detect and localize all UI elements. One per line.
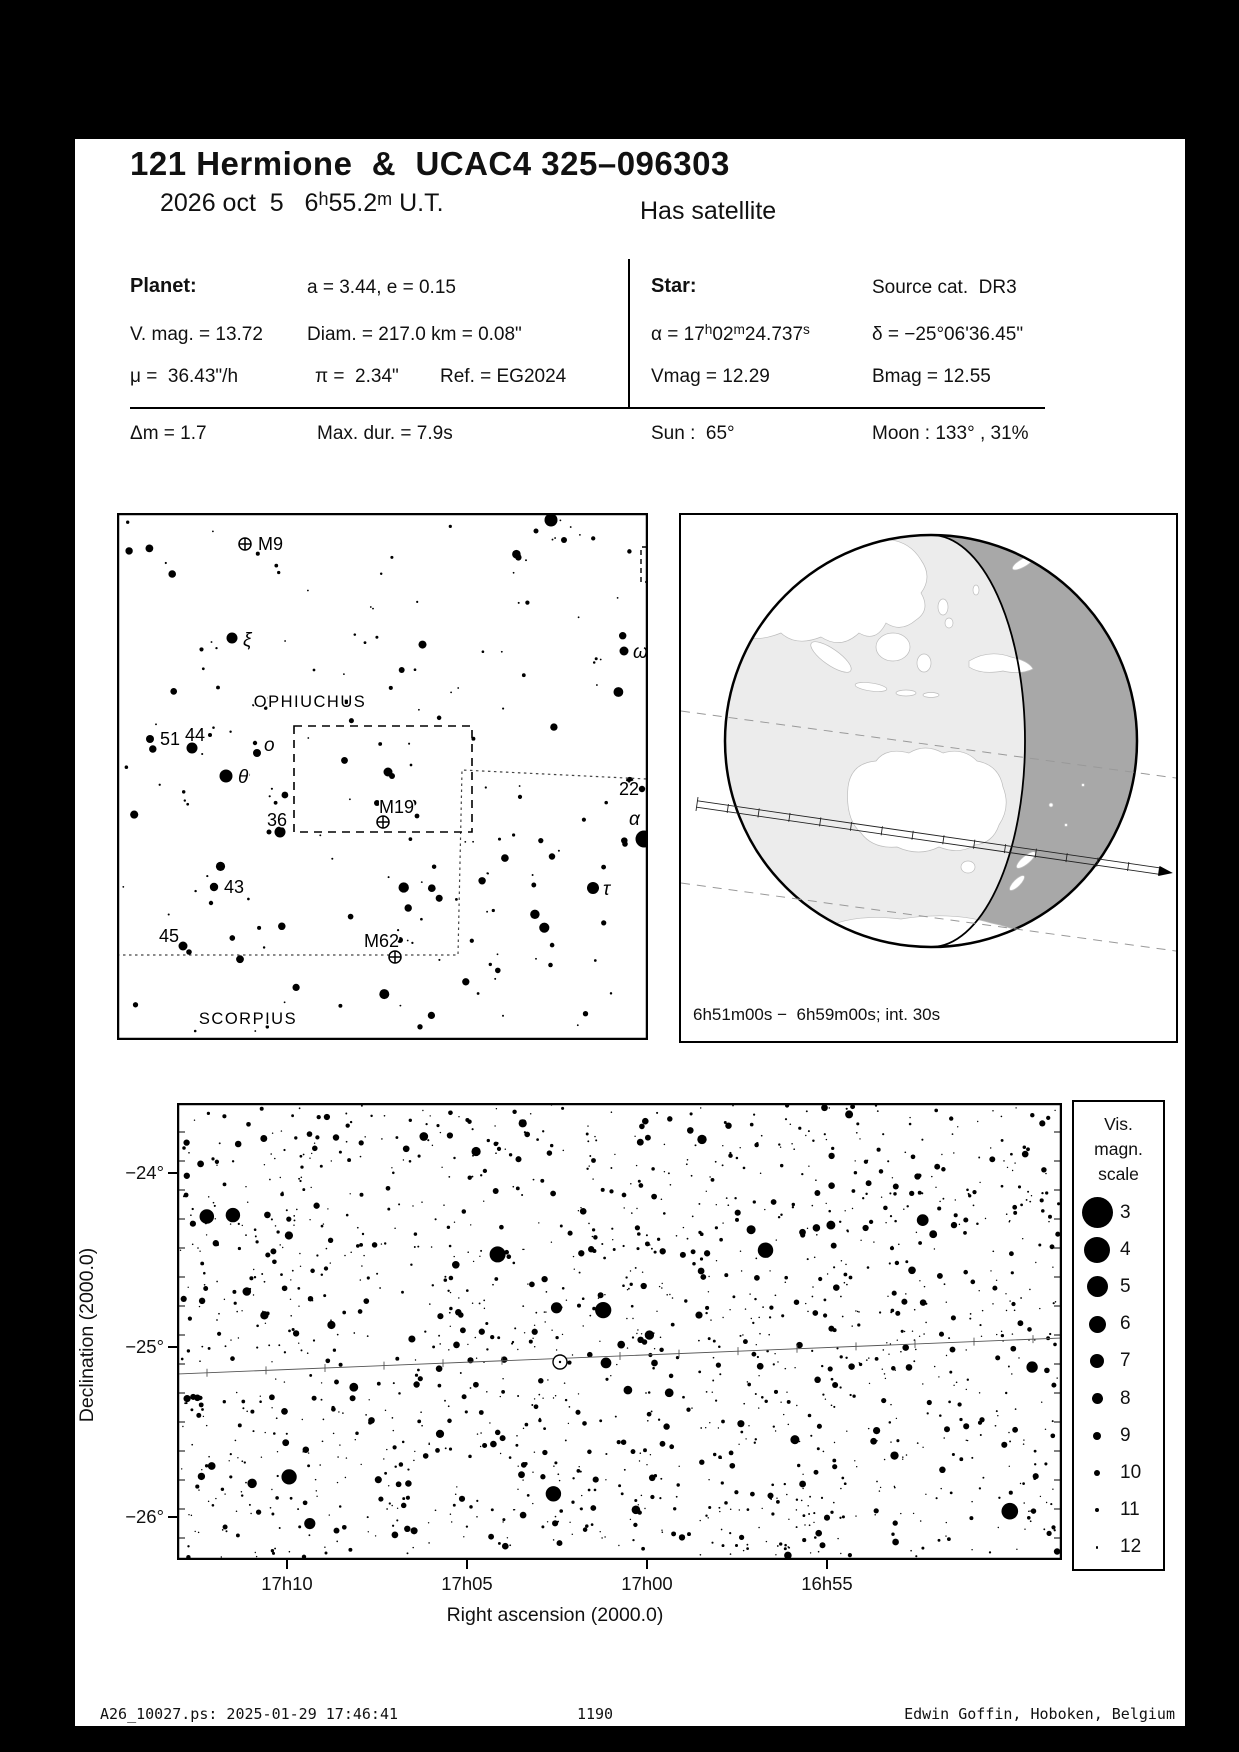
svg-text:36: 36 [267,810,288,830]
svg-text:ω: ω [633,642,648,663]
legend-row [1074,1417,1163,1454]
svg-text:51: 51 [160,729,181,749]
ra-tick-label: 17h00 [621,1573,673,1594]
star-bmag: Bmag = 12.55 [872,366,991,387]
ra-m-sup: m [733,322,745,337]
philippines-south [945,618,953,628]
timor [923,693,939,698]
pacific-island [1049,803,1053,807]
star-heading: Star: [651,275,697,297]
event-moon: Moon : 133° , 31% [872,423,1029,444]
magnitude-label: 3 [1120,1201,1131,1223]
svg-text:OPHIUCHUS: OPHIUCHUS [253,693,367,711]
svg-text:45: 45 [159,926,180,946]
magnitude-dot [1084,1237,1110,1263]
magnitude-dot [1096,1546,1099,1549]
planet-orbit: a = 3.44, e = 0.15 [307,277,456,298]
ra-tick [466,1560,468,1569]
magnitude-dot [1092,1393,1103,1404]
legend-title-line: Vis. [1104,1114,1133,1134]
detailed-star-field-chart [177,1103,1062,1560]
legend-row [1074,1529,1163,1566]
finder-chart [117,513,648,1040]
dec-tick [168,1172,177,1174]
magnitude-dot [1087,1276,1108,1297]
ra-tick-label: 17h05 [441,1573,493,1594]
magnitude-label: 11 [1120,1499,1140,1521]
philippines [938,599,948,615]
magnitude-dot [1089,1316,1106,1333]
legend-title-line: scale [1098,1164,1139,1184]
earth-globe-map [681,515,1176,1041]
magnitude-label: 7 [1120,1350,1131,1372]
planet-parallax: π = 2.34" [315,366,399,387]
ra-tick [286,1560,288,1569]
ra-tick [826,1560,828,1569]
event-datetime [160,189,444,218]
star-dec: δ = −25°06'36.45" [872,324,1024,345]
minute-superscript: m [377,189,393,209]
ra-tick-label: 16h55 [801,1573,853,1594]
ra-s-sup: s [803,322,810,337]
ra-tick-label: 17h10 [261,1573,313,1594]
globe-caption: 6h51m00s − 6h59m00s; int. 30s [693,1005,941,1024]
section-rule [130,407,1045,409]
pacific-island [1082,784,1085,787]
svg-text:θ: θ [238,767,249,788]
svg-text:M62: M62 [364,931,400,951]
footer-filename: A26_10027.ps: 2025-01-29 17:46:41 [100,1705,399,1723]
legend-row [1074,1343,1163,1380]
legend-row [1074,1306,1163,1343]
ra-hours: α = 17 [651,324,705,345]
dec-tick [168,1516,177,1518]
satellite-note: Has satellite [640,197,777,225]
svg-text:M9: M9 [258,534,284,554]
magnitude-label: 6 [1120,1313,1131,1335]
star-source-catalog: Source cat. DR3 [872,277,1017,298]
dec-tick-label: −25° [125,1336,164,1357]
event-minutes: 55.2 [328,189,378,217]
star-vmag: Vmag = 12.29 [651,366,770,387]
dec-tick-label: −24° [125,1162,164,1183]
magnitude-dot [1093,1432,1101,1440]
x-axis-label: Right ascension (2000.0) [446,1604,664,1626]
hour-superscript: h [318,189,329,209]
legend-row [1074,1454,1163,1491]
magnitude-label: 12 [1120,1536,1142,1558]
footer-author: Edwin Goffin, Hoboken, Belgium [904,1705,1175,1723]
y-axis-label: Declination (2000.0) [76,1247,98,1423]
planet-diameter: Diam. = 217.0 km = 0.08" [307,324,522,345]
svg-text:ξ: ξ [243,630,252,651]
column-divider [628,259,630,409]
footer-page-number: 1190 [576,1705,614,1723]
magnitude-dot [1094,1470,1100,1476]
planet-ref: Ref. = EG2024 [440,366,567,387]
svg-text:22: 22 [619,779,640,799]
ra-h-sup: h [704,322,713,337]
dec-tick [168,1346,177,1348]
magnitude-dot [1095,1508,1100,1513]
svg-text:M19: M19 [379,797,415,817]
event-maxdur: Max. dur. = 7.9s [317,423,453,444]
svg-text:τ: τ [603,879,611,900]
legend-title-line: magn. [1094,1139,1143,1159]
ra-tick [646,1560,648,1569]
tasmania [961,861,975,873]
legend-row [1074,1380,1163,1417]
page-title: 121 Hermione & UCAC4 325–096303 [130,145,730,182]
event-date: 2026 oct 5 6 [160,189,319,217]
australia [848,748,1007,852]
magnitude-dot [1082,1197,1113,1228]
svg-text:o: o [264,735,275,756]
magnitude-legend [1072,1100,1165,1571]
ra-seconds: 24.737 [744,324,804,345]
legend-row [1074,1492,1163,1529]
legend-row [1074,1231,1163,1268]
magnitude-label: 9 [1120,1424,1131,1446]
globe-panel [679,513,1178,1043]
event-dm: Δm = 1.7 [130,423,207,444]
svg-text:44: 44 [185,725,206,745]
time-zone: U.T. [392,189,444,217]
legend-row [1074,1268,1163,1305]
magnitude-label: 5 [1120,1275,1131,1297]
document-page [75,139,1185,1726]
event-sun-alt: Sun : 65° [651,423,735,444]
borneo [876,633,910,661]
planet-vmag: V. mag. = 13.72 [130,324,263,345]
sulawesi [917,654,931,672]
magnitude-label: 4 [1120,1238,1131,1260]
lesser-sunda [896,690,916,696]
planet-heading: Planet: [130,275,197,297]
svg-text:α: α [629,809,640,830]
star-ra [651,322,810,346]
ra-minutes: 02 [712,324,734,345]
svg-text:43: 43 [224,877,245,897]
magnitude-label: 8 [1120,1387,1131,1409]
planet-proper-motion: μ = 36.43"/h [130,366,239,387]
magnitude-label: 10 [1120,1461,1142,1483]
asia-landmass [740,537,927,642]
magnitude-dot [1090,1354,1104,1368]
pacific-island [1065,824,1068,827]
svg-text:SCORPIUS: SCORPIUS [198,1010,298,1028]
dec-tick-label: −26° [125,1506,164,1527]
legend-row [1074,1194,1163,1231]
taiwan [973,585,979,595]
